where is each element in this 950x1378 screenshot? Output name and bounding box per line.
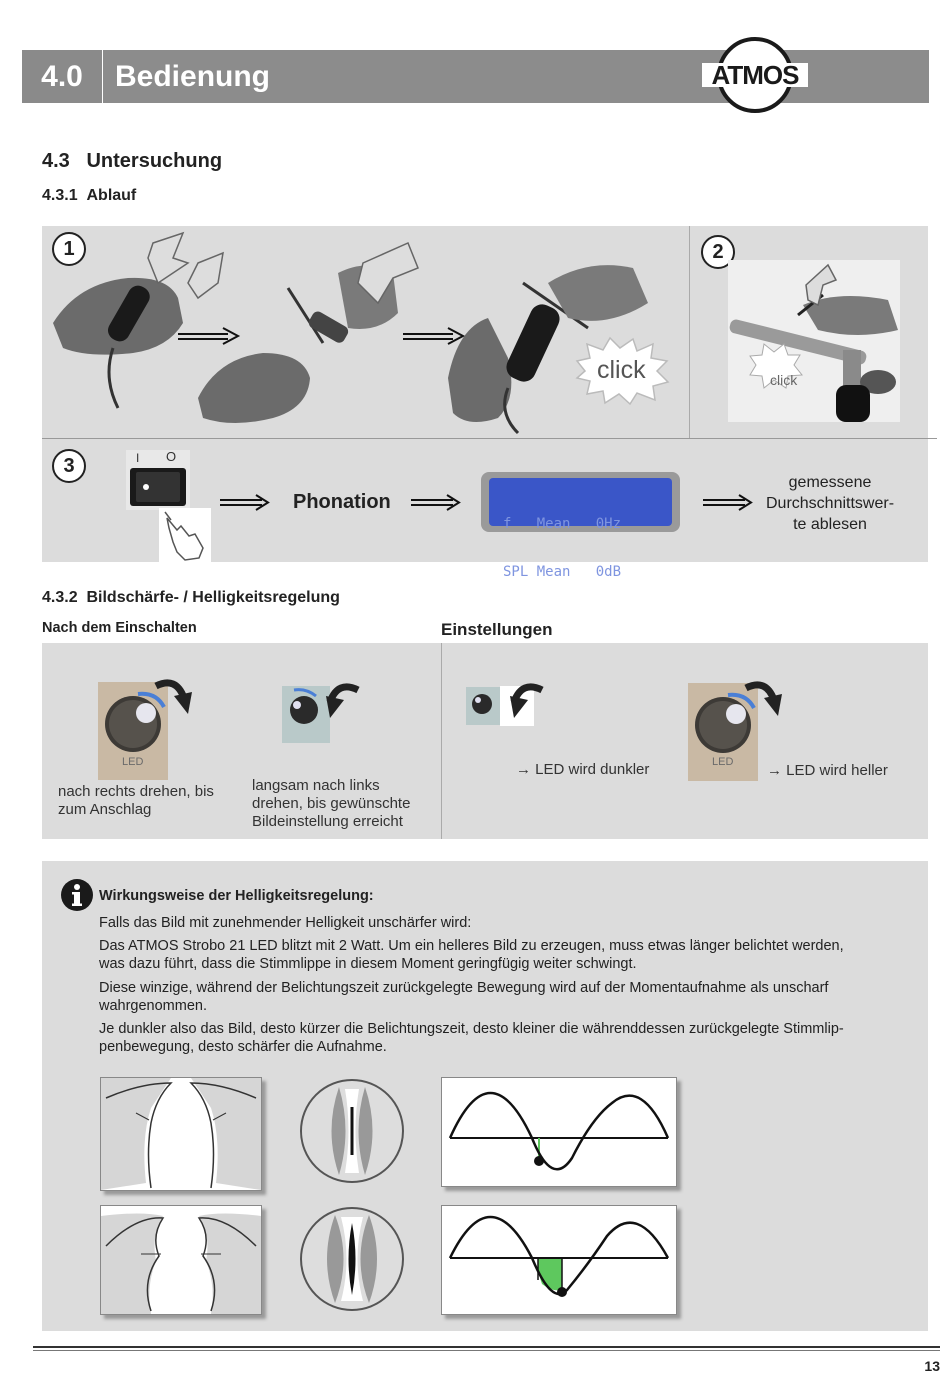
caption-led-brighter: → LED wird heller bbox=[767, 762, 888, 779]
section-number: 4.0 bbox=[22, 50, 102, 103]
hand-pointer-icon bbox=[159, 508, 211, 562]
info-icon bbox=[60, 878, 94, 912]
lcd-line-1: f Mean 0Hz bbox=[503, 516, 622, 532]
vocal-fold-section-diagram-1 bbox=[100, 1077, 262, 1191]
divider bbox=[441, 643, 442, 839]
glottis-view-diagram-2 bbox=[299, 1205, 405, 1313]
knob-led-label: LED bbox=[712, 756, 734, 768]
divider bbox=[689, 226, 690, 438]
settings-heading: Einstellungen bbox=[441, 620, 553, 639]
caption-turn-left: langsam nach links drehen, bis gewünschte Bildeinstellung erreicht bbox=[252, 777, 411, 830]
click-label-small: click bbox=[770, 372, 798, 388]
waveform-diagram-long-exposure bbox=[441, 1205, 677, 1315]
info-paragraph-4: Je dunkler also das Bild, desto kürzer die Belichtungszeit, desto kleiner die währenddessen zurückgelegte Stimmlip- penbewegung, desto schärfer die Aufnahme. bbox=[99, 1021, 844, 1055]
result-text: gemessene Durchschnittswer- te ablesen bbox=[765, 474, 895, 533]
knob-led-label: LED bbox=[122, 756, 144, 768]
rotate-right-icon bbox=[152, 672, 192, 716]
info-paragraph-3: Diese winzige, während der Belichtungszeit zurückgelegte Bewegung wird auf der Momentaufnahme als unscharf wahrgenommen. bbox=[99, 980, 829, 1014]
footer-rule bbox=[33, 1350, 940, 1351]
lcd-line-2: SPL Mean 0dB bbox=[503, 564, 622, 580]
subsection-heading-ablauf: 4.3.1 Ablauf bbox=[42, 187, 137, 204]
page-title: Bedienung bbox=[115, 60, 270, 93]
arrow-right-icon bbox=[178, 328, 238, 344]
info-paragraph-1: Falls das Bild mit zunehmender Helligkeit unschärfer wird: bbox=[99, 915, 472, 931]
caption-turn-right: nach rechts drehen, bis zum Anschlag bbox=[58, 783, 214, 818]
phonation-label: Phonation bbox=[293, 491, 391, 513]
switch-on-symbol: I bbox=[136, 451, 140, 465]
caption-led-darker: → LED wird dunkler bbox=[516, 761, 650, 778]
vocal-fold-section-diagram-2 bbox=[100, 1205, 262, 1315]
step-3-badge: 3 bbox=[52, 449, 86, 483]
arrow-right-icon bbox=[411, 494, 461, 512]
arrow-right-icon bbox=[220, 494, 270, 512]
switch-off-symbol: O bbox=[166, 449, 177, 464]
page-number: 13 bbox=[924, 1358, 940, 1374]
section-heading: 4.3 Untersuchung bbox=[42, 150, 223, 172]
step-2-badge: 2 bbox=[701, 235, 735, 269]
logo-text: ATMOS bbox=[711, 60, 799, 90]
step-1-illustration bbox=[48, 228, 688, 438]
arrow-right-icon bbox=[403, 328, 463, 344]
info-paragraph-2: Das ATMOS Strobo 21 LED blitzt mit 2 Watt. Um ein helleres Bild zu erzeugen, muss etwas länger belichtet werden, was dazu führt, dass die Stimmlippe in diesem Moment geringfügig weiter schwingt. bbox=[99, 938, 844, 972]
step-2-illustration bbox=[728, 260, 900, 422]
after-power-on-heading: Nach dem Einschalten bbox=[42, 620, 197, 636]
step-1-badge: 1 bbox=[52, 232, 86, 266]
footer-rule bbox=[33, 1346, 940, 1348]
info-title: Wirkungsweise der Helligkeitsregelung: bbox=[99, 888, 374, 904]
rotate-left-icon bbox=[322, 676, 362, 720]
glottis-view-diagram-1 bbox=[299, 1077, 405, 1185]
atmos-logo bbox=[700, 36, 810, 114]
rotate-left-icon bbox=[506, 676, 546, 720]
rotate-right-icon bbox=[742, 674, 782, 718]
waveform-diagram-short-exposure bbox=[441, 1077, 677, 1187]
led-knob-3 bbox=[466, 687, 500, 725]
lcd-display bbox=[489, 478, 672, 580]
divider bbox=[42, 438, 937, 439]
subsection-heading-brightness: 4.3.2 Bildschärfe- / Helligkeitsregelung bbox=[42, 589, 340, 606]
click-label-large: click bbox=[597, 356, 646, 384]
arrow-right-icon bbox=[703, 494, 753, 512]
